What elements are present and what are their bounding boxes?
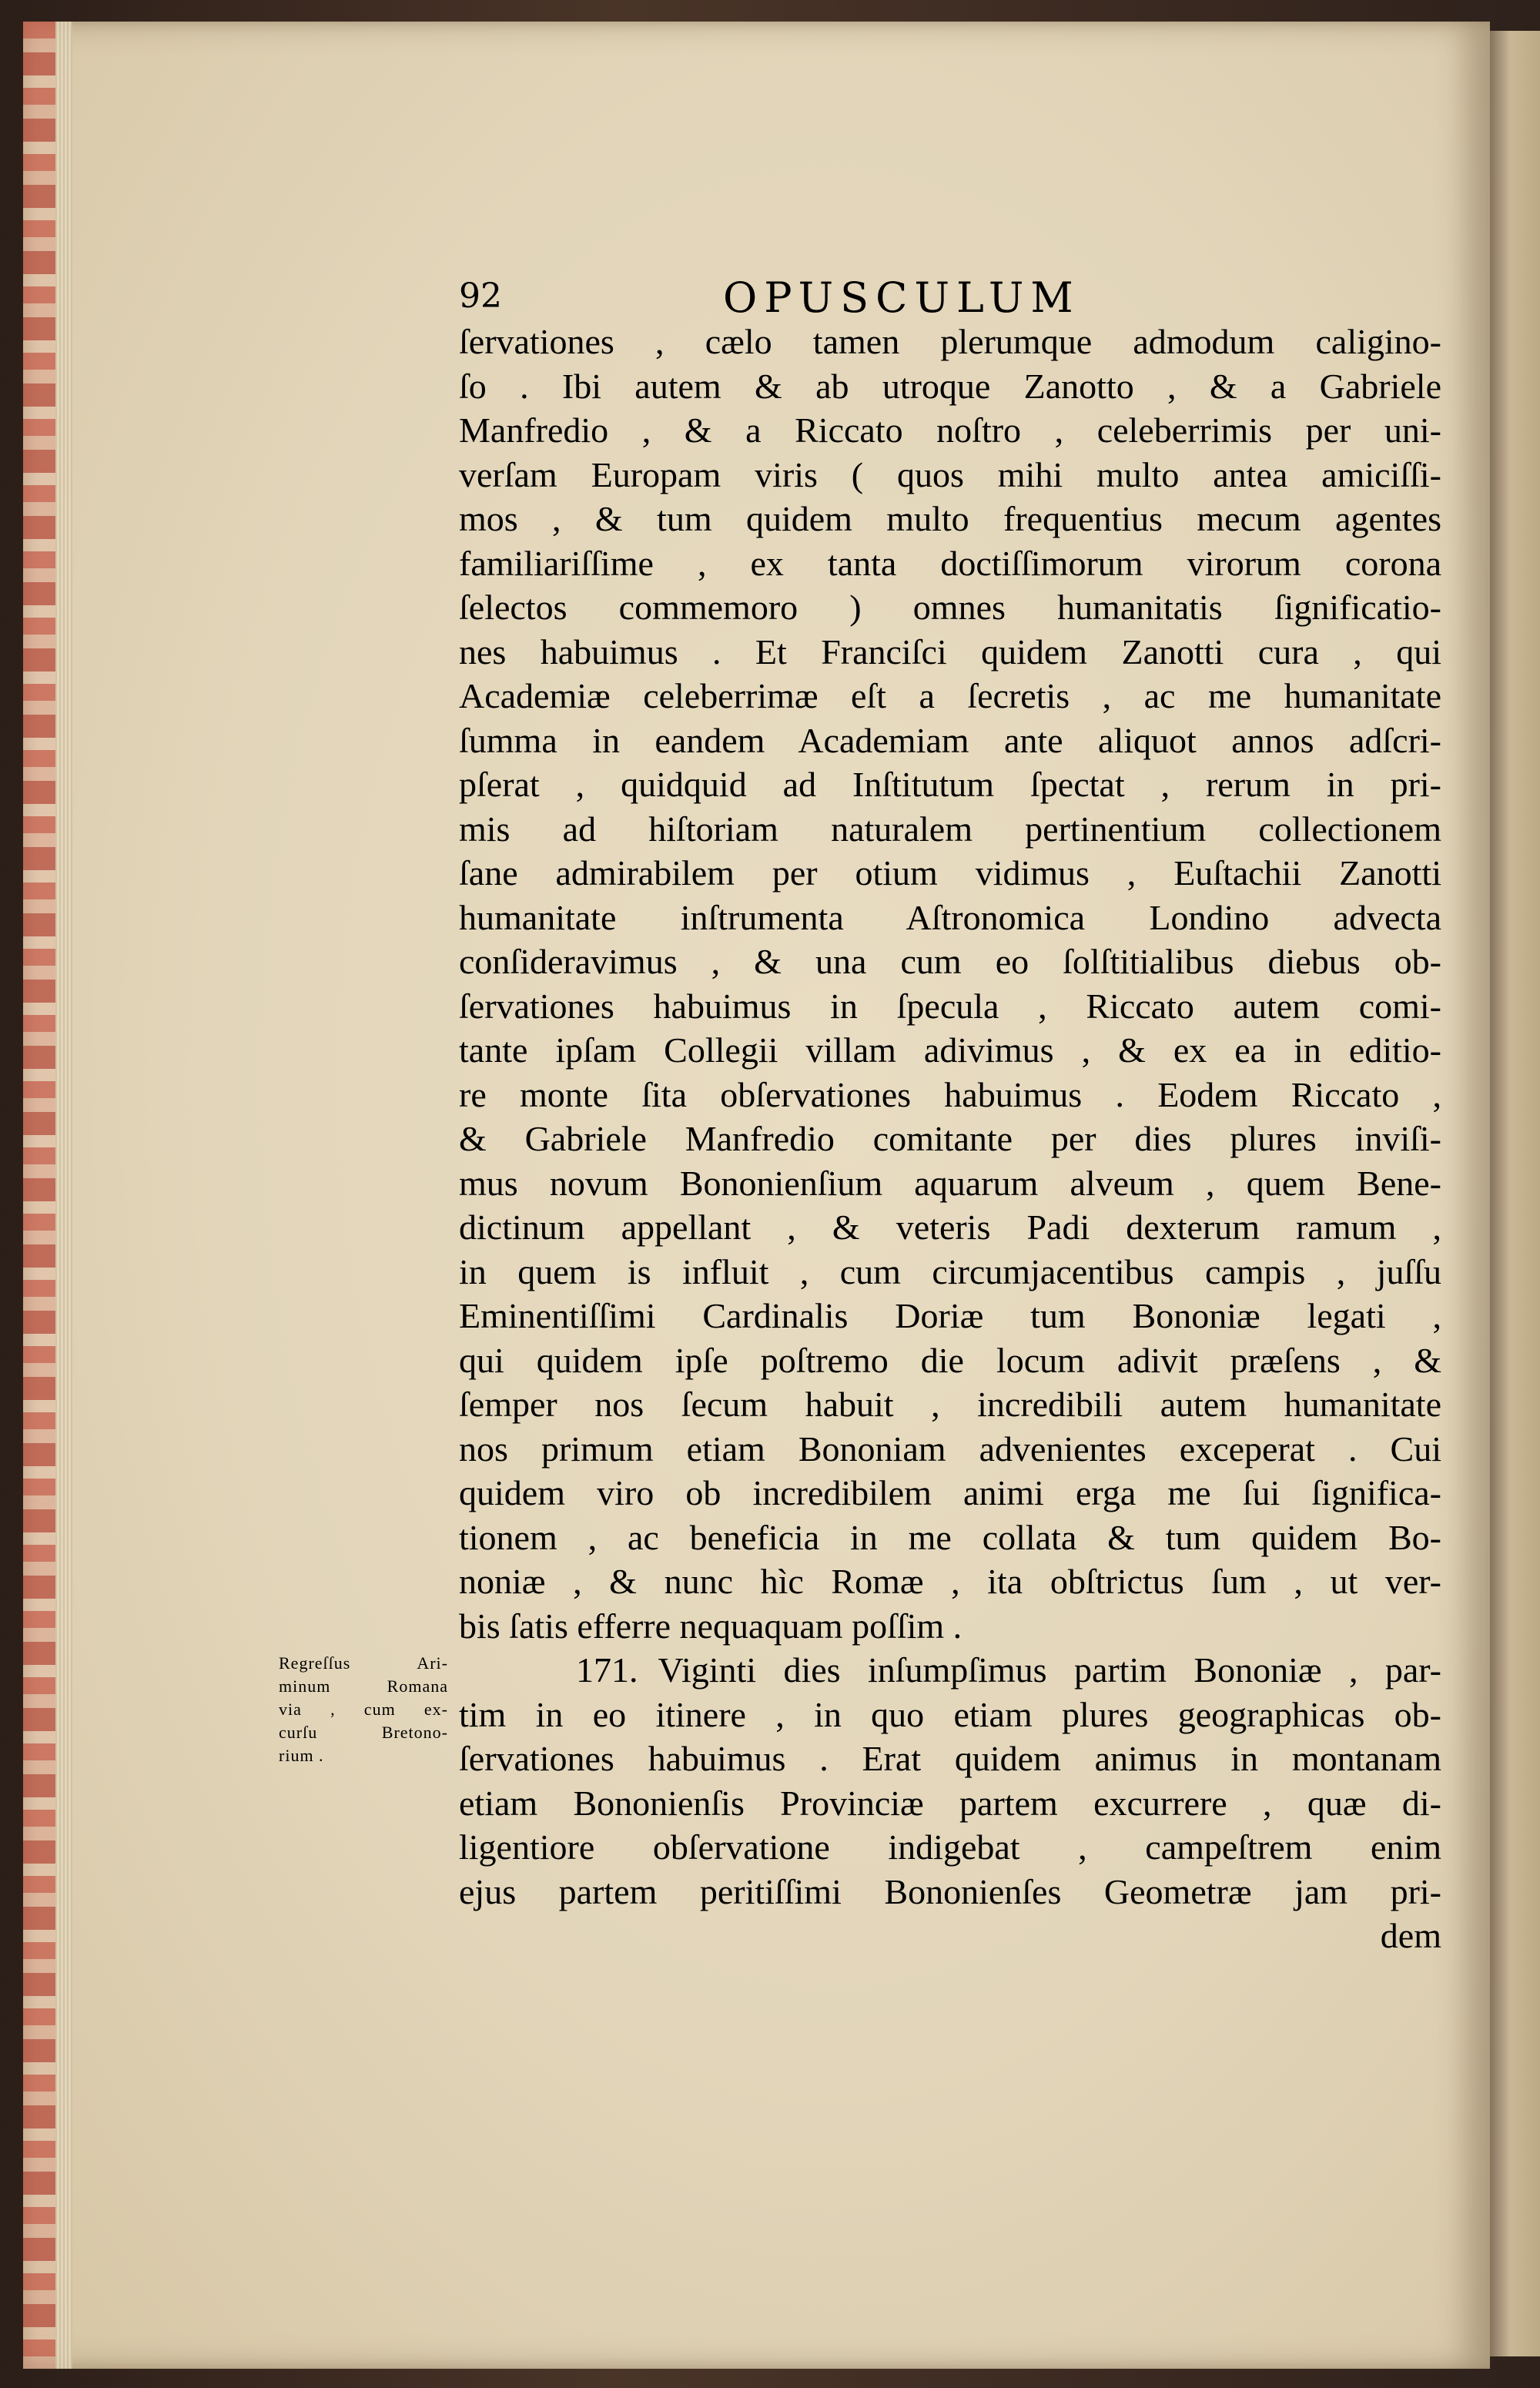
text-line: Eminentiſſimi Cardinalis Doriæ tum Bononiæ legati , xyxy=(459,1296,1441,1335)
page-stack-edge xyxy=(55,22,72,2369)
text-line: tionem , ac beneficia in me collata & tum quidem Bo- xyxy=(459,1517,1441,1557)
text-line: quidem viro ob incredibilem animi erga me ſui ſignifica- xyxy=(459,1473,1441,1512)
text-line: ligentiore obſervatione indigebat , campeſtrem enim xyxy=(459,1827,1441,1867)
text-line: verſam Europam viris ( quos mihi multo antea amiciſſi- xyxy=(459,454,1441,494)
marginal-note-line: Regreſſus Ari- xyxy=(279,1653,448,1673)
text-line: conſideravimus , & una cum eo ſolſtitialibus diebus ob- xyxy=(459,942,1441,981)
text-line: nes habuimus . Et Franciſci quidem Zanotti cura , qui xyxy=(459,631,1441,672)
text-line: ſervationes habuimus in ſpecula , Riccato autem comi- xyxy=(459,986,1441,1026)
text-line: ſane admirabilem per otium vidimus , Euſtachii Zanotti xyxy=(459,853,1441,893)
text-line: Manfredio , & a Riccato noſtro , celeberrimis per uni- xyxy=(459,410,1441,450)
text-line: ſervationes , cælo tamen plerumque admodum caligino- xyxy=(459,322,1441,361)
text-line: Academiæ celeberrimæ eſt a ſecretis , ac me humanitate xyxy=(459,676,1441,715)
text-line: mos , & tum quidem multo frequentius mecum agentes xyxy=(459,499,1441,538)
text-line: dictinum appellant , & veteris Padi dexterum ramum , xyxy=(459,1207,1441,1247)
text-line: humanitate inſtrumenta Aſtronomica Londino advecta xyxy=(459,897,1441,937)
text-line: ſo . Ibi autem & ab utroque Zanotto , & a Gabriele xyxy=(459,366,1441,406)
text-line: nos primum etiam Bononiam advenientes exceperat . Cui xyxy=(459,1428,1441,1469)
text-line: Viginti dies inſumpſimus partim Bononiæ , par- xyxy=(658,1650,1441,1690)
page-number: 92 xyxy=(459,276,502,316)
text-line: qui quidem ipſe poſtremo die locum adivit præſens , & xyxy=(459,1340,1441,1380)
adjacent-page-edge xyxy=(1486,31,1540,2356)
text-line: ſervationes habuimus . Erat quidem animus in montanam xyxy=(459,1739,1441,1778)
red-sprinkled-edge xyxy=(23,22,55,2369)
text-line: ſumma in eandem Academiam ante aliquot annos adſcri- xyxy=(459,720,1441,760)
catchword: dem xyxy=(1380,1916,1441,1955)
text-line: bis ſatis efferre nequaquam poſſim . xyxy=(459,1606,962,1646)
text-line: mis ad hiſtoriam naturalem pertinentium collectionem xyxy=(459,809,1441,849)
text-line: ejus partem peritiſſimi Bononienſes Geometræ jam pri- xyxy=(459,1871,1441,1911)
text-line: mus novum Bononienſium aquarum alveum , quem Bene- xyxy=(459,1163,1441,1203)
text-line: pſerat , quidquid ad Inſtitutum ſpectat , rerum in pri- xyxy=(459,765,1441,804)
text-line: etiam Bononienſis Provinciæ partem excurrere , quæ di- xyxy=(459,1783,1441,1823)
running-title: OPUSCULUM xyxy=(723,273,1080,322)
text-line: tim in eo itinere , in quo etiam plures geographicas ob- xyxy=(459,1694,1441,1734)
text-line: & Gabriele Manfredio comitante per dies plures inviſi- xyxy=(459,1119,1441,1158)
marginal-note-line: via , cum ex- xyxy=(279,1700,448,1719)
text-line: in quem is influit , cum circumjacentibus campis , juſſu xyxy=(459,1251,1441,1291)
text-line: ſelectos commemoro ) omnes humanitatis ſignificatio- xyxy=(459,588,1441,627)
text-line: re monte ſita obſervationes habuimus . Eodem Riccato , xyxy=(459,1074,1441,1114)
marginal-note-line: curſu Bretono- xyxy=(279,1723,448,1742)
marginal-note xyxy=(279,1652,448,1767)
marginal-note-line: rium . xyxy=(279,1746,324,1765)
text-line: familiariſſime , ex tanta doctiſſimorum virorum corona xyxy=(459,543,1441,583)
section-171-first-line xyxy=(459,1648,1441,1693)
section-number: 171. xyxy=(576,1650,638,1690)
text-line: ſemper nos ſecum habuit , incredibili autem humanitate xyxy=(459,1385,1441,1424)
marginal-note-line: minum Romana xyxy=(279,1676,448,1696)
text-column xyxy=(459,320,1441,1958)
text-line: noniæ , & nunc hìc Romæ , ita obſtrictus ſum , ut ver- xyxy=(459,1562,1441,1601)
text-line: tante ipſam Collegii villam adivimus , & ex ea in editio- xyxy=(459,1030,1441,1070)
